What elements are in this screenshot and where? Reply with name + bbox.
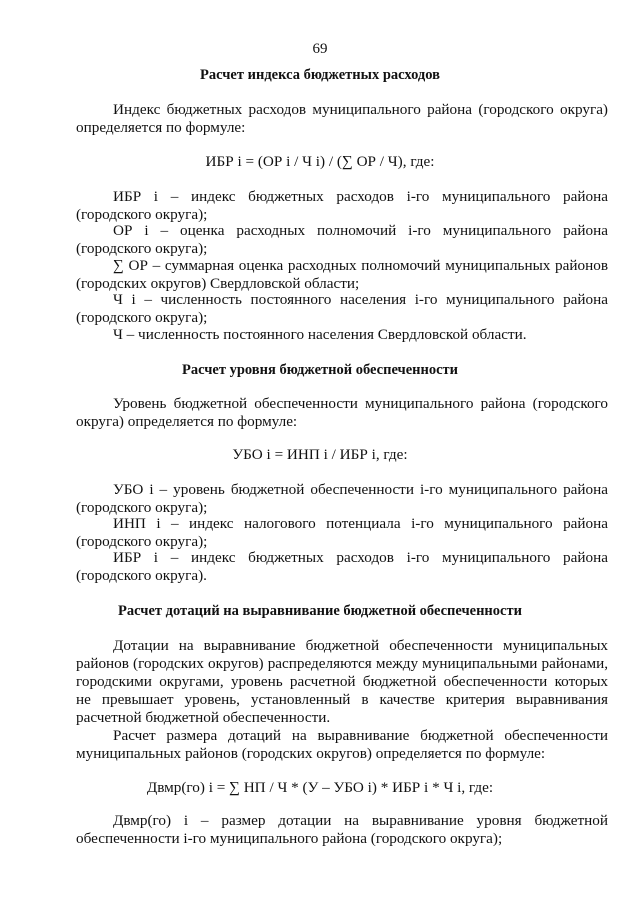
s3-p1-line-5: расчетной бюджетной обеспеченности.: [76, 709, 331, 726]
s2-def-ubo-line-2: (городского округа);: [76, 499, 208, 516]
s1-def-sum-or-line-2: (городских округов) Свердловской области;: [76, 275, 360, 292]
page-number: 69: [312, 41, 328, 57]
s3-p1-line-4: не превышает уровень, установленный в качестве критерия выравнивания: [76, 691, 608, 708]
s3-p1-line-1: Дотации на выравнивание бюджетной обеспеченности муниципальных: [113, 637, 608, 654]
s3-p2-line-2: муниципальных районов (городских округов) определяется по формуле:: [76, 745, 546, 762]
s1-def-chi-line-1: Ч i – численность постоянного населения i-го муниципального района: [113, 291, 608, 308]
s2-def-inp-line-2: (городского округа);: [76, 533, 208, 550]
s2-intro-line-1: Уровень бюджетной обеспеченности муниципального района (городского: [113, 395, 608, 412]
formula-ubo: УБО i = ИНП i / ИБР i, где:: [232, 446, 408, 463]
s2-intro-line-2: округа) определяется по формуле:: [76, 413, 298, 430]
s1-def-sum-or-line-1: ∑ ОР – суммарная оценка расходных полномочий муниципальных районов: [113, 257, 608, 274]
s2-def-ibr-line-1: ИБР i – индекс бюджетных расходов i-го муниципального района: [113, 549, 608, 566]
formula-dvmr: Двмр(го) i = ∑ НП / Ч * (У – УБО i) * ИБР i * Ч i, где:: [146, 779, 494, 796]
s3-p1-line-3: городскими округами, уровень расчетной бюджетной обеспеченности которых: [76, 673, 608, 690]
section-heading-budget-sufficiency-level: Расчет уровня бюджетной обеспеченности: [181, 362, 459, 378]
s3-p1-line-2: районов (городских округов) распределяются между муниципальными районами,: [76, 655, 608, 672]
s1-def-chi-line-2: (городского округа);: [76, 309, 208, 326]
section-heading-equalization-grants: Расчет дотаций на выравнивание бюджетной обеспеченности: [118, 603, 522, 619]
s1-def-ibr-line-2: (городского округа);: [76, 206, 208, 223]
s3-p2-line-1: Расчет размера дотаций на выравнивание бюджетной обеспеченности: [113, 727, 608, 744]
s1-intro-line-2: определяется по формуле:: [76, 119, 246, 136]
s1-intro-line-1: Индекс бюджетных расходов муниципального района (городского округа): [113, 101, 608, 118]
s1-def-ch: Ч – численность постоянного населения Свердловской области.: [113, 326, 527, 343]
s2-def-ibr-line-2: (городского округа).: [76, 567, 207, 584]
s3-def-dvmr-line-1: Двмр(го) i – размер дотации на выравнивание уровня бюджетной: [113, 812, 608, 829]
s1-def-ibr-line-1: ИБР i – индекс бюджетных расходов i-го муниципального района: [113, 188, 608, 205]
s2-def-inp-line-1: ИНП i – индекс налогового потенциала i-го муниципального района: [113, 515, 608, 532]
section-heading-budget-expenditure-index: Расчет индекса бюджетных расходов: [200, 67, 440, 83]
s2-def-ubo-line-1: УБО i – уровень бюджетной обеспеченности i-го муниципального района: [113, 481, 608, 498]
s1-def-or-line-1: ОР i – оценка расходных полномочий i-го муниципального района: [113, 222, 608, 239]
formula-ibr: ИБР i = (ОР i / Ч i) / (∑ ОР / Ч), где:: [205, 153, 435, 170]
s3-def-dvmr-line-2: обеспеченности i-го муниципального района (городского округа);: [76, 830, 503, 847]
s1-def-or-line-2: (городского округа);: [76, 240, 208, 257]
